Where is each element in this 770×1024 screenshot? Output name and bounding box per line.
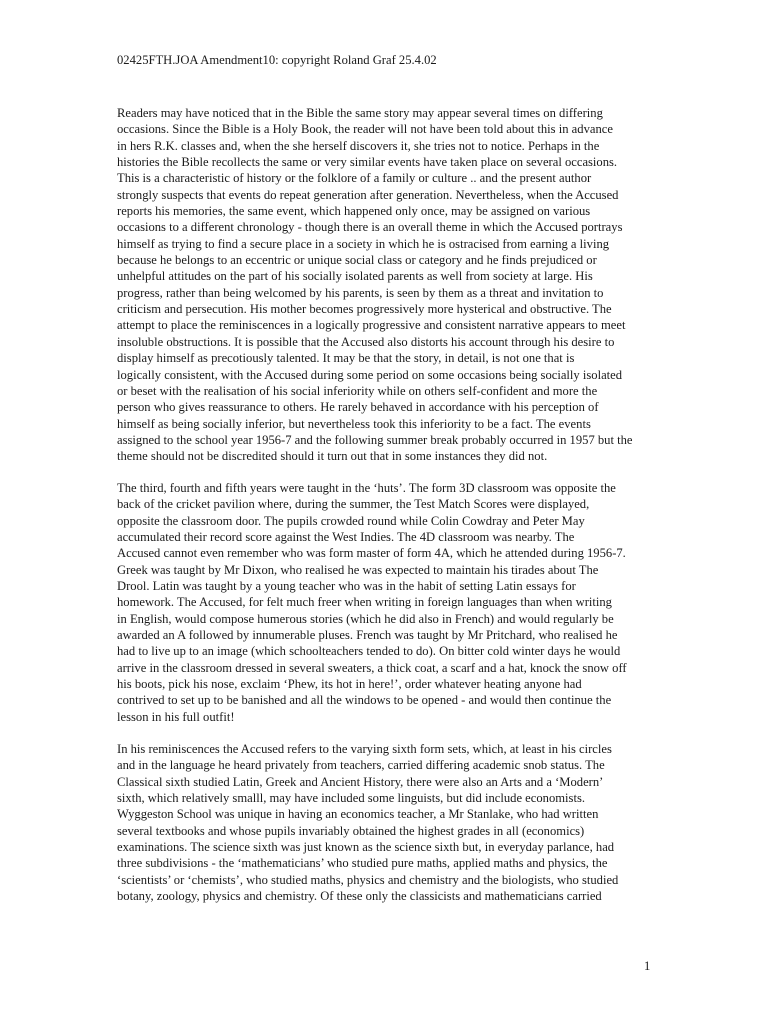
text-line: Drool. Latin was taught by a young teacher who was in the habit of setting Latin essays for <box>117 579 576 594</box>
text-line: logically consistent, with the Accused during some period on some occasions being socially isolated <box>117 367 623 382</box>
text-line: attempt to place the reminiscences in a logically progressive and consistent narrative appears to meet <box>117 318 626 333</box>
text-line: had to live up to an image (which schoolteachers tended to do). On bitter cold winter days he would <box>117 644 621 659</box>
text-line: assigned to the school year 1956-7 and the following summer break probably occurred in 1957 but the <box>117 432 633 447</box>
text-line: Greek was taught by Mr Dixon, who realised he was expected to maintain his tirades about The <box>117 562 599 577</box>
text-line: Readers may have noticed that in the Bible the same story may appear several times on differing <box>117 106 603 120</box>
text-line: This is a characteristic of history or the folklore of a family or culture .. and the present author <box>117 171 592 186</box>
text-line: or beset with the realisation of his social inferiority while on others self-confident and more the <box>117 383 598 398</box>
text-line: in English, would compose humerous stories (which he did also in French) and would regularly be <box>117 611 614 626</box>
text-line: in hers R.K. classes and, when the she herself discovers it, she tries not to notice. Perhaps in the <box>117 138 600 153</box>
text-line: back of the cricket pavilion where, during the summer, the Test Match Scores were displayed, <box>117 497 590 512</box>
text-line: awarded an A followed by innumerable pluses. French was taught by Mr Pritchard, who realised he <box>117 628 618 643</box>
page-number: 1 <box>644 959 651 973</box>
text-line: because he belongs to an eccentric or unique social class or category and he finds prejudiced or <box>117 253 597 268</box>
text-line: insoluble obstructions. It is possible that the Accused also distorts his account through his desire to <box>117 334 615 349</box>
text-line: his boots, pick his nose, exclaim ‘Phew, its hot in here!’, order whatever heating anyone had <box>117 677 582 692</box>
text-line: strongly suspects that events do repeat generation after generation. Nevertheless, when the Accused <box>117 187 619 202</box>
text-line: criticism and persecution. His mother becomes progressively more hysterical and obstructive. The <box>117 302 612 317</box>
text-line: Accused cannot even remember who was form master of form 4A, which he attended during 1956-7. <box>117 546 626 561</box>
text-line: accumulated their record score against the West Indies. The 4D classroom was nearby. The <box>117 530 575 545</box>
text-line: ‘scientists’ or ‘chemists’, who studied maths, physics and chemistry and the biologists, who studied <box>117 872 619 887</box>
document-header: 02425FTH.JOA Amendment10: copyright Roland Graf 25.4.02 <box>117 53 437 67</box>
text-line: himself as trying to find a secure place in a society in which he is ostracised from earning a living <box>117 236 610 251</box>
text-line: occasions. Since the Bible is a Holy Book, the reader will not have been told about this in advance <box>117 122 613 137</box>
paragraph-2 <box>117 480 657 725</box>
paragraph-1 <box>117 105 657 465</box>
text-line: progress, rather than being welcomed by his parents, is seen by them as a threat and invitation to <box>117 285 604 300</box>
text-line: unhelpful attitudes on the part of his socially isolated parents as well from society at large. His <box>117 269 593 284</box>
text-line: lesson in his full outfit! <box>117 709 235 724</box>
text-line: display himself as precotiously talented. It may be that the story, in detail, is not one that is <box>117 351 575 366</box>
text-line: person who gives reassurance to others. He rarely behaved in accordance with his perception of <box>117 400 599 415</box>
text-line: opposite the classroom door. The pupils crowded round while Colin Cowdray and Peter May <box>117 513 585 528</box>
text-line: botany, zoology, physics and chemistry. Of these only the classicists and mathematicians carried <box>117 889 602 904</box>
text-line: theme should not be discredited should it turn out that in some instances they did not. <box>117 449 548 464</box>
text-line: contrived to set up to be banished and all the windows to be opened - and would then continue the <box>117 693 612 708</box>
text-line: In his reminiscences the Accused refers to the varying sixth form sets, which, at least in his circles <box>117 742 612 756</box>
paragraph-3 <box>117 741 657 904</box>
text-line: homework. The Accused, for felt much freer when writing in foreign languages than when writing <box>117 595 612 610</box>
text-line: three subdivisions - the ‘mathematicians’ who studied pure maths, applied maths and physics, the <box>117 856 608 871</box>
text-line: and in the language he heard privately from teachers, carried differing academic snob status. The <box>117 758 605 773</box>
text-line: histories the Bible recollects the same or very similar events have taken place on several occasions. <box>117 155 618 170</box>
text-line: Classical sixth studied Latin, Greek and Ancient History, there were also an Arts and a ‘Modern’ <box>117 774 604 789</box>
text-line: reports his memories, the same event, which happened only once, may be assigned on various <box>117 204 591 219</box>
text-line: sixth, which relatively smalll, may have included some linguists, but did include economists. <box>117 791 585 806</box>
text-line: several textbooks and whose pupils invariably obtained the highest grades in all (economics) <box>117 823 585 838</box>
text-line: Wyggeston School was unique in having an economics teacher, a Mr Stanlake, who had written <box>117 807 599 822</box>
text-line: The third, fourth and fifth years were taught in the ‘huts’. The form 3D classroom was opposite the <box>117 481 616 495</box>
text-line: occasions to a different chronology - though there is an overall theme in which the Accused portrays <box>117 220 623 235</box>
text-line: arrive in the classroom dressed in several sweaters, a thick coat, a scarf and a hat, knock the snow off <box>117 660 627 675</box>
text-line: himself as being socially inferior, but nevertheless took this inferiority to be a fact. The events <box>117 416 591 431</box>
text-line: examinations. The science sixth was just known as the science sixth but, in everyday parlance, had <box>117 840 615 855</box>
